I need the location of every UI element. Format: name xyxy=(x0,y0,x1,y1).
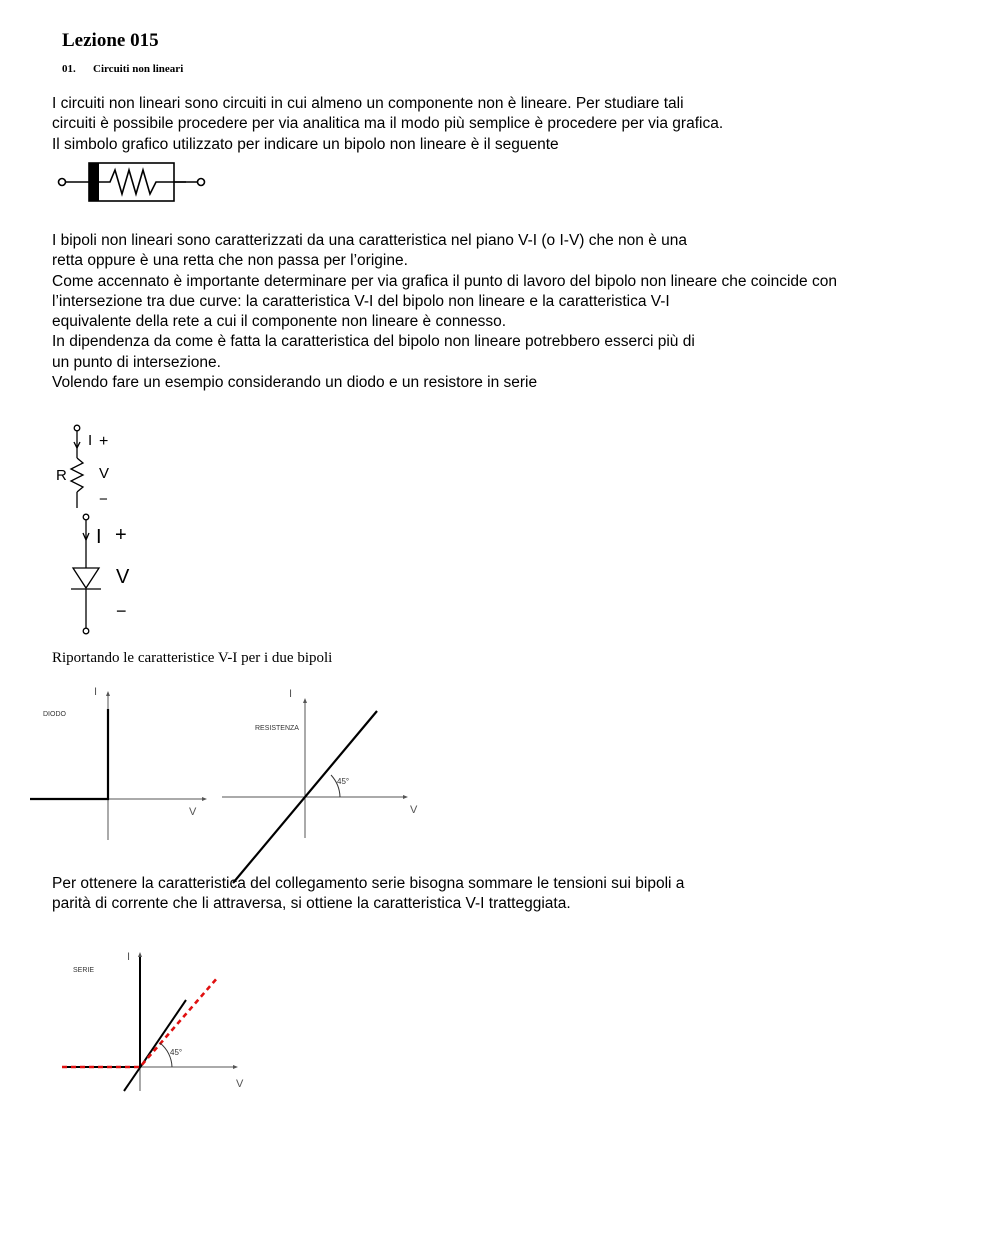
x-axis-label: V xyxy=(189,806,197,818)
text-line: l’intersezione tra due curve: la caratteristica V-I del bipolo non lineare e la caratteristica V-I xyxy=(52,292,670,310)
diode-voltage-label: V xyxy=(116,566,130,588)
section-number: 01. xyxy=(62,63,76,75)
y-axis-label: I xyxy=(127,951,131,963)
text-line: Come accennato è importante determinare per via grafica il punto di lavoro del bipolo non lineare che coincide con xyxy=(52,272,837,290)
x-axis-label: V xyxy=(236,1078,244,1090)
text-line: I bipoli non lineari sono caratterizzati da una caratteristica nel piano V-I (o I-V) che non è una xyxy=(52,232,688,249)
chart-label: DIODO xyxy=(43,711,66,718)
resistor-voltage-label: V xyxy=(99,465,110,482)
x-axis-label: V xyxy=(410,804,418,816)
figure-caption: Riportando le caratteristice V-I per i due bipoli xyxy=(52,650,333,666)
text-line: equivalente della rete a cui il componente non lineare è connesso. xyxy=(52,313,507,331)
text-line: Per ottenere la caratteristica del collegamento serie bisogna sommare le tensioni sui bipoli a xyxy=(52,875,685,892)
angle-label: 45° xyxy=(337,777,350,786)
text-line: Volendo fare un esempio considerando un diodo e un resistore in serie xyxy=(52,374,538,392)
text-line: parità di corrente che li attraversa, si ottiene la caratteristica V-I tratteggiata. xyxy=(52,895,571,913)
text-line: un punto di intersezione. xyxy=(52,353,221,371)
diode-current-label: I xyxy=(96,526,102,548)
y-axis-arrow xyxy=(138,952,142,957)
chart-label: RESISTENZA xyxy=(255,725,299,732)
angle-label: 45° xyxy=(170,1048,183,1057)
text-line: circuiti è possibile procedere per via analitica ma il modo più semplice è procedere per via grafica. xyxy=(52,115,724,133)
y-axis-label: I xyxy=(289,688,293,700)
section-title: Circuiti non lineari xyxy=(93,63,184,75)
resistor-curve xyxy=(124,1000,186,1091)
x-axis-arrow xyxy=(233,1065,238,1069)
text-line: I circuiti non lineari sono circuiti in cui almeno un componente non è lineare. Per studiare tali xyxy=(52,95,684,112)
resistor-plus-label: + xyxy=(99,433,109,450)
resistor-label: R xyxy=(56,467,67,484)
text-line: Il simbolo grafico utilizzato per indicare un bipolo non lineare è il seguente xyxy=(52,135,559,153)
page-title: Lezione 015 xyxy=(62,30,159,51)
chart-label: SERIE xyxy=(73,967,95,974)
text-line: In dipendenza da come è fatta la caratteristica del bipolo non lineare potrebbero esserci più di xyxy=(52,333,695,351)
resistor-minus-label: − xyxy=(99,491,108,508)
resistor-current-label: I xyxy=(88,432,93,449)
diode-plus-label: + xyxy=(115,524,127,546)
y-axis-label: I xyxy=(94,686,98,698)
diode-minus-label: − xyxy=(116,601,127,621)
text-line: retta oppure è una retta che non passa per l’origine. xyxy=(52,252,408,270)
